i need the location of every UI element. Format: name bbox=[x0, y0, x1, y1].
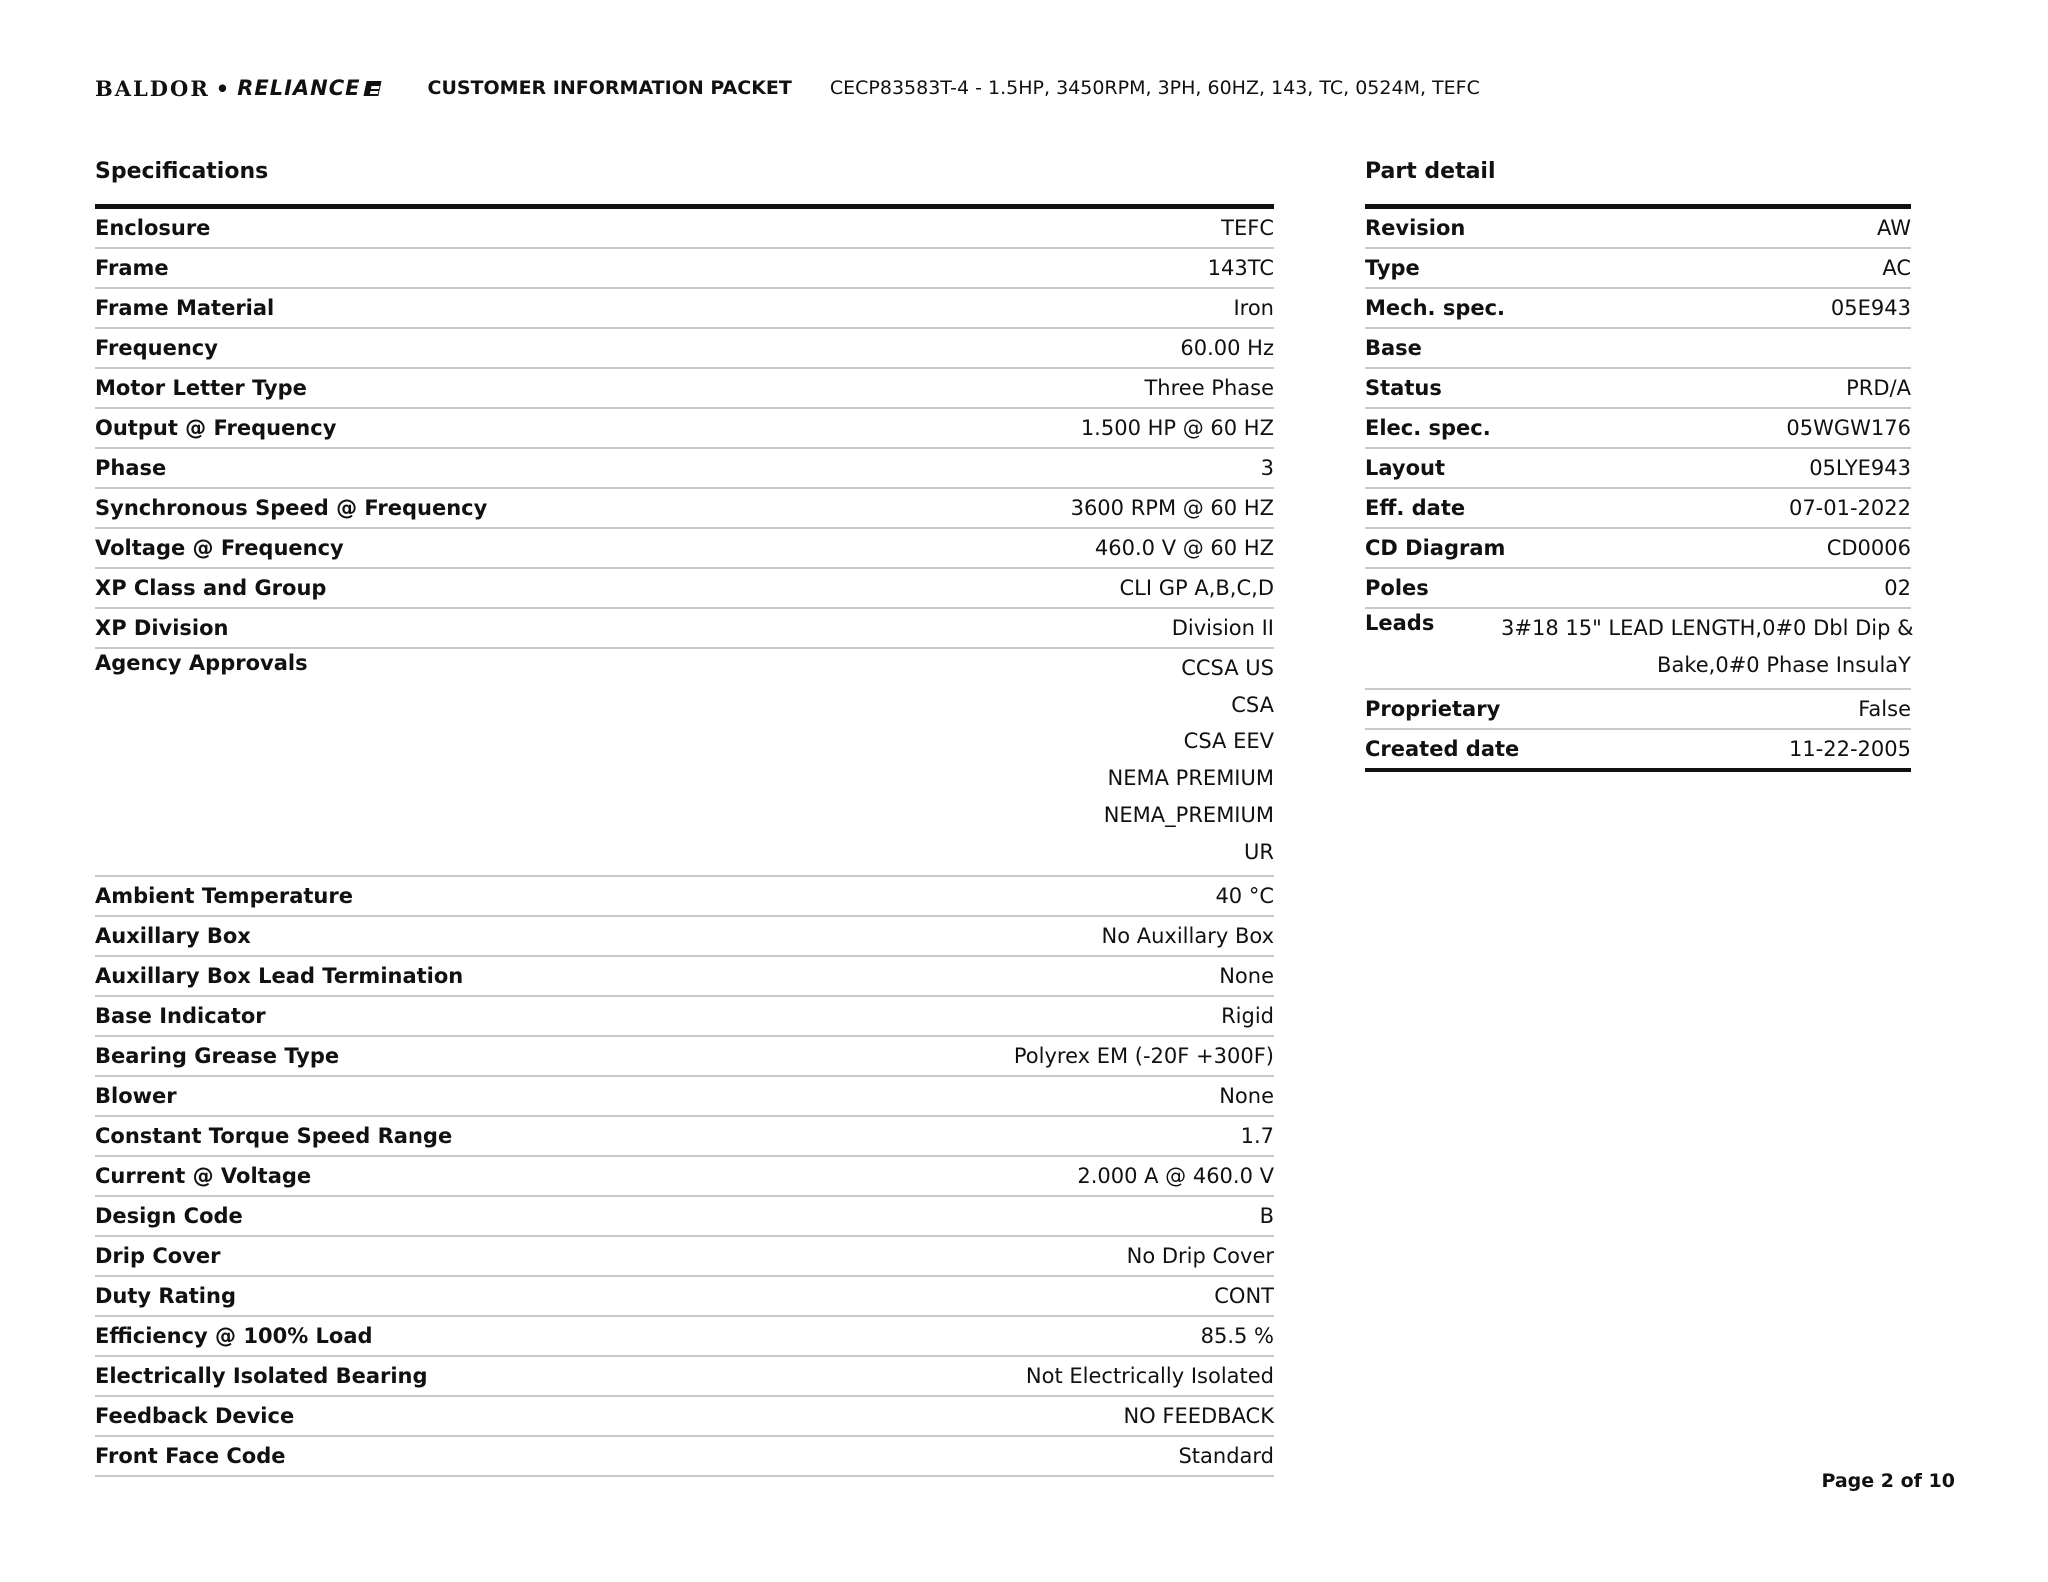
row-value: Rigid bbox=[1221, 1004, 1274, 1029]
row-label: Ambient Temperature bbox=[95, 884, 353, 909]
table-row bbox=[95, 1437, 1274, 1477]
row-value: Standard bbox=[1178, 1444, 1274, 1469]
table-row bbox=[95, 1117, 1274, 1157]
row-label: Efficiency @ 100% Load bbox=[95, 1324, 373, 1349]
row-label: XP Class and Group bbox=[95, 576, 327, 600]
row-value: No Drip Cover bbox=[1126, 1244, 1274, 1269]
row-value: 460.0 V @ 60 HZ bbox=[1094, 536, 1274, 560]
row-value: Iron bbox=[1233, 296, 1274, 320]
specifications-title: Specifications bbox=[95, 159, 269, 184]
row-label: Created date bbox=[1365, 737, 1520, 762]
logo-baldor-text: BALDOR bbox=[95, 75, 210, 101]
table-row bbox=[1365, 369, 1911, 409]
row-value-line: 3#18 15" LEAD LENGTH,0#0 Dbl Dip & bbox=[1501, 616, 1914, 640]
row-value-line: CSA EEV bbox=[1183, 729, 1274, 754]
row-value: False bbox=[1858, 697, 1911, 722]
row-label: Current @ Voltage bbox=[95, 1164, 312, 1189]
row-value: 05E943 bbox=[1830, 296, 1911, 320]
table-row bbox=[1365, 529, 1911, 569]
row-label: Poles bbox=[1365, 576, 1429, 600]
row-label: Elec. spec. bbox=[1365, 416, 1491, 440]
table-row bbox=[1365, 289, 1911, 329]
table-row bbox=[95, 449, 1274, 489]
row-value: 2.000 A @ 460.0 V bbox=[1077, 1164, 1274, 1189]
row-label: Design Code bbox=[95, 1204, 243, 1229]
row-value: 07-01-2022 bbox=[1788, 496, 1911, 520]
row-value: 3 bbox=[1260, 456, 1274, 480]
table-row bbox=[95, 1397, 1274, 1437]
table-row bbox=[95, 209, 1274, 249]
table-row bbox=[95, 569, 1274, 609]
table-row bbox=[1365, 249, 1911, 289]
row-value: None bbox=[1219, 964, 1274, 989]
table-row bbox=[95, 877, 1274, 917]
row-value: 11-22-2005 bbox=[1788, 737, 1911, 762]
row-value bbox=[1501, 610, 1914, 683]
table-row bbox=[95, 1237, 1274, 1277]
row-value: 40 °C bbox=[1215, 884, 1274, 909]
page-number: Page 2 of 10 bbox=[1821, 1470, 1955, 1492]
row-label: Layout bbox=[1365, 456, 1446, 480]
baldor-reliance-logo bbox=[95, 76, 380, 101]
table-row bbox=[95, 329, 1274, 369]
row-value: 143TC bbox=[1207, 256, 1274, 280]
row-label: Feedback Device bbox=[95, 1404, 295, 1429]
part-detail-section bbox=[1365, 158, 1914, 772]
part-detail-table bbox=[1365, 209, 1914, 772]
row-label: Mech. spec. bbox=[1365, 296, 1506, 320]
row-value: No Auxillary Box bbox=[1101, 924, 1274, 949]
table-row bbox=[95, 1037, 1274, 1077]
table-row bbox=[95, 1077, 1274, 1117]
row-value: PRD/A bbox=[1846, 376, 1911, 400]
document-header bbox=[95, 70, 1480, 106]
table-row bbox=[1365, 569, 1911, 609]
row-label: Output @ Frequency bbox=[95, 416, 337, 440]
row-label: XP Division bbox=[95, 616, 229, 640]
row-value: 3600 RPM @ 60 HZ bbox=[1070, 496, 1274, 520]
row-label: Duty Rating bbox=[95, 1284, 236, 1309]
table-row bbox=[95, 609, 1274, 649]
row-label: Frame bbox=[95, 256, 169, 280]
logo-reliance-text: RELIANCE bbox=[237, 76, 361, 100]
row-value-line: NEMA PREMIUM bbox=[1107, 766, 1274, 791]
table-row bbox=[1365, 209, 1911, 249]
table-row bbox=[95, 409, 1274, 449]
row-value: 85.5 % bbox=[1200, 1324, 1274, 1349]
row-value: 1.500 HP @ 60 HZ bbox=[1080, 416, 1274, 440]
row-value: 1.7 bbox=[1240, 1124, 1274, 1149]
table-row bbox=[95, 489, 1274, 529]
table-row bbox=[95, 997, 1274, 1037]
row-label: Base Indicator bbox=[95, 1004, 266, 1029]
row-label: Enclosure bbox=[95, 216, 211, 240]
table-row bbox=[1365, 449, 1911, 489]
row-label: Synchronous Speed @ Frequency bbox=[95, 496, 488, 520]
row-value-line: Bake,0#0 Phase InsulaY bbox=[1657, 652, 1911, 677]
row-value: Three Phase bbox=[1144, 376, 1274, 400]
table-row bbox=[1365, 730, 1911, 772]
row-label: Constant Torque Speed Range bbox=[95, 1124, 453, 1149]
row-value: Division II bbox=[1171, 616, 1274, 640]
model-description: CECP83583T-4 - 1.5HP, 3450RPM, 3PH, 60HZ, 143, TC, 0524M, TEFC bbox=[829, 77, 1480, 99]
row-label: Voltage @ Frequency bbox=[95, 536, 344, 560]
specifications-section bbox=[95, 158, 1274, 1477]
row-label: Revision bbox=[1365, 216, 1466, 240]
row-label: Base bbox=[1365, 336, 1422, 360]
table-row bbox=[95, 1197, 1274, 1237]
table-row bbox=[95, 917, 1274, 957]
row-label: Eff. date bbox=[1365, 496, 1466, 520]
row-value: CONT bbox=[1214, 1284, 1274, 1309]
row-label: Agency Approvals bbox=[95, 651, 308, 675]
table-row bbox=[95, 1277, 1274, 1317]
row-label: Status bbox=[1365, 376, 1442, 400]
table-row bbox=[95, 1157, 1274, 1197]
row-value-line: CCSA US bbox=[1181, 656, 1274, 680]
row-label: Blower bbox=[95, 1084, 177, 1109]
row-value: 05WGW176 bbox=[1786, 416, 1911, 440]
row-value: 05LYE943 bbox=[1809, 456, 1911, 480]
row-label: Auxillary Box Lead Termination bbox=[95, 964, 464, 989]
table-row bbox=[95, 1357, 1274, 1397]
row-label: Motor Letter Type bbox=[95, 376, 307, 400]
row-label: Phase bbox=[95, 456, 167, 480]
logo-dot: • bbox=[215, 75, 232, 101]
row-value: Not Electrically Isolated bbox=[1025, 1364, 1274, 1389]
table-row bbox=[95, 1317, 1274, 1357]
row-value: 60.00 Hz bbox=[1180, 336, 1274, 360]
row-value: NO FEEDBACK bbox=[1123, 1404, 1274, 1429]
table-row bbox=[95, 957, 1274, 997]
row-label: Leads bbox=[1365, 611, 1435, 635]
row-value: CLI GP A,B,C,D bbox=[1119, 576, 1274, 600]
row-value: CD0006 bbox=[1826, 536, 1911, 560]
row-value bbox=[1104, 650, 1274, 870]
packet-label: CUSTOMER INFORMATION PACKET bbox=[427, 77, 792, 99]
row-label: Type bbox=[1365, 256, 1420, 280]
row-value: 02 bbox=[1884, 576, 1911, 600]
row-label: Drip Cover bbox=[95, 1244, 221, 1269]
table-row bbox=[95, 529, 1274, 569]
row-label: Frequency bbox=[95, 336, 218, 360]
row-value-line: CSA bbox=[1231, 692, 1274, 717]
row-value-line: NEMA_PREMIUM bbox=[1103, 802, 1274, 827]
row-label: CD Diagram bbox=[1365, 536, 1506, 560]
row-label: Front Face Code bbox=[95, 1444, 286, 1469]
row-label: Bearing Grease Type bbox=[95, 1044, 340, 1069]
row-label: Electrically Isolated Bearing bbox=[95, 1364, 428, 1389]
row-label: Frame Material bbox=[95, 296, 275, 320]
row-value: TEFC bbox=[1221, 216, 1274, 240]
table-row bbox=[1365, 409, 1911, 449]
row-value: AC bbox=[1882, 256, 1911, 280]
table-row bbox=[95, 249, 1274, 289]
row-label: Proprietary bbox=[1365, 697, 1501, 722]
part-detail-title: Part detail bbox=[1365, 159, 1496, 184]
row-label: Auxillary Box bbox=[95, 924, 251, 949]
specifications-table bbox=[95, 209, 1274, 1477]
row-value: Polyrex EM (-20F +300F) bbox=[1013, 1044, 1274, 1069]
table-row bbox=[95, 289, 1274, 329]
row-value: None bbox=[1219, 1084, 1274, 1109]
table-row bbox=[95, 369, 1274, 409]
row-value: B bbox=[1259, 1204, 1274, 1229]
table-row bbox=[1365, 329, 1911, 369]
table-row bbox=[1365, 489, 1911, 529]
table-row bbox=[95, 649, 1274, 877]
logo-mark-icon bbox=[363, 81, 381, 96]
table-row bbox=[1365, 690, 1911, 730]
table-row bbox=[1365, 609, 1914, 690]
row-value: AW bbox=[1877, 216, 1911, 240]
row-value-line: UR bbox=[1244, 839, 1274, 864]
